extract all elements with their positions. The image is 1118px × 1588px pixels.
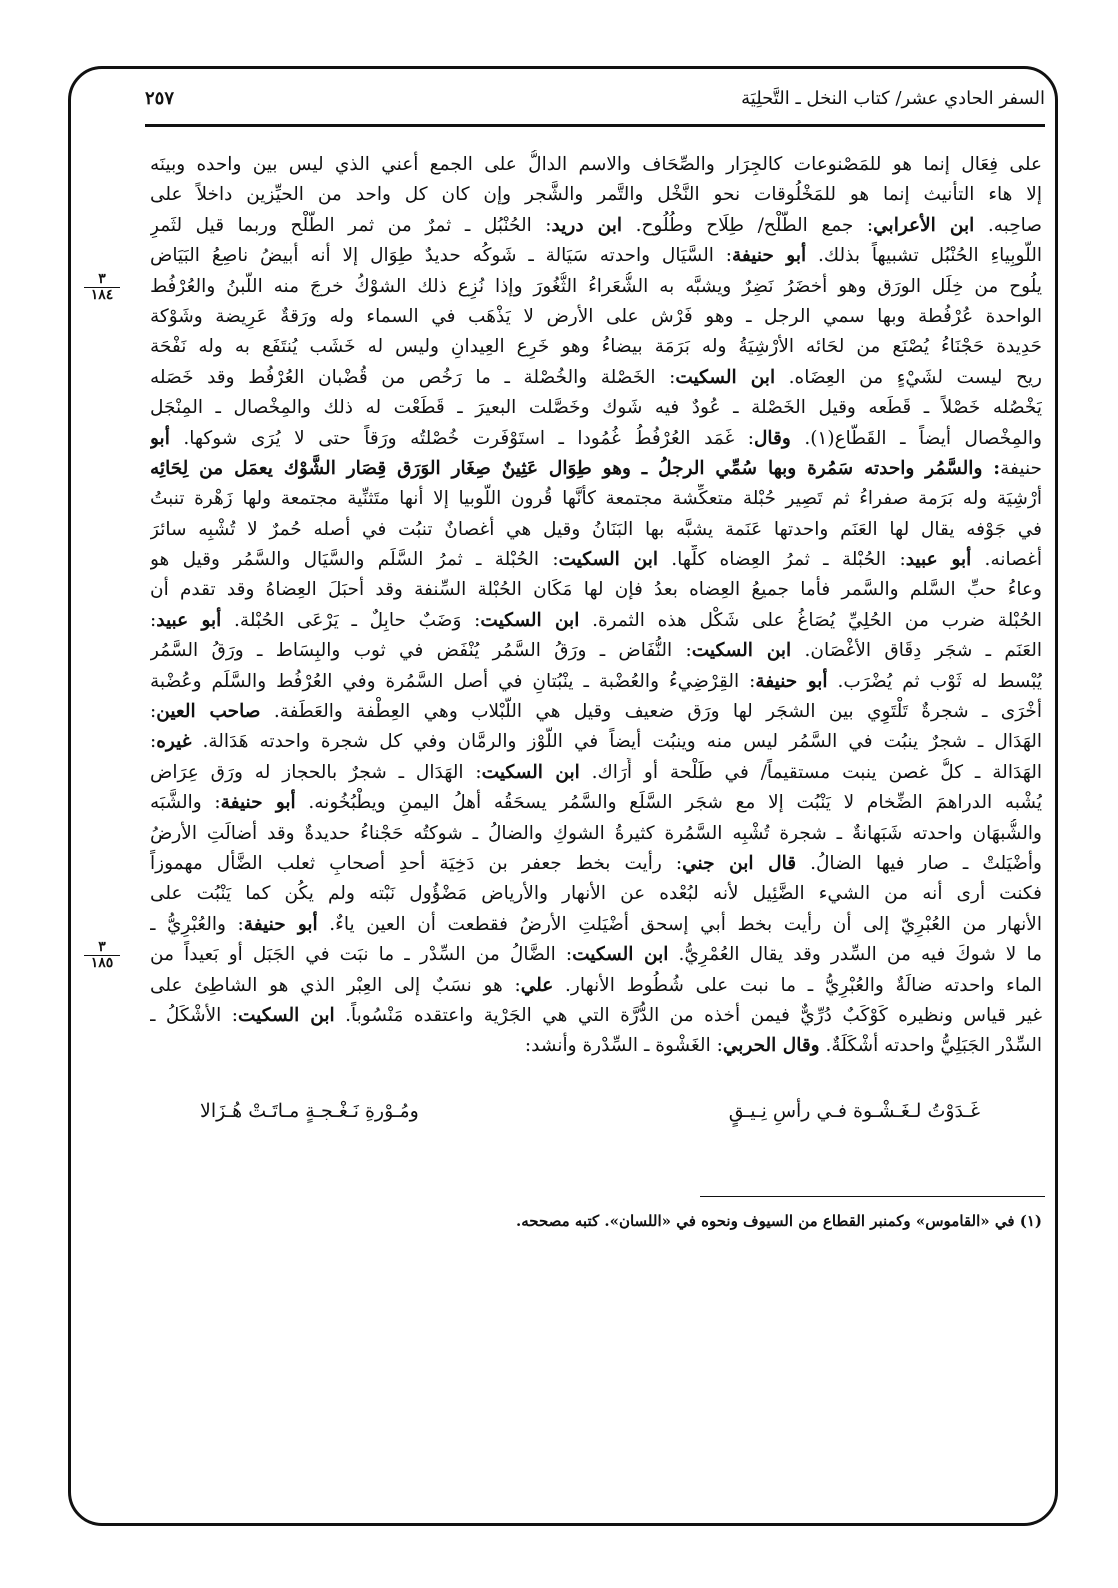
text-line bbox=[150, 910, 1042, 940]
text-segment: : الحُبْلة ـ ثمرُ السَّلَم والسَّيَال والسَّمُر وقيل هو bbox=[150, 549, 559, 571]
text-line bbox=[150, 241, 1042, 271]
text-line bbox=[150, 849, 1042, 879]
text-segment: يَخْصُله خَصْلاً ـ قَطَعه وقيل الخَصْلة ـ عُودٌ فيه شَوك وخَصَّلت البعيرَ ـ قَطَعْت له ذلك والمِخْصال ـ المِنْجَل bbox=[150, 397, 1042, 419]
cited-author: أبو حنيفة bbox=[220, 792, 296, 814]
text-segment: وعاءُ حبِّ السَّلم والسَّمر فأما جميعُ العِضاه بعدُ فإن لها مَكَان الحُبْلة السِّنفة وقد أحبَلَ العِضاهُ وقد تقدم أن bbox=[150, 579, 1042, 601]
cited-author: أبو عبيد bbox=[156, 609, 222, 631]
cited-author: أبو حنيفة bbox=[731, 245, 807, 267]
cited-author: أبو bbox=[150, 427, 170, 449]
margin-note-volume: ٣ bbox=[84, 940, 120, 956]
cited-author: قال ابن جني bbox=[682, 852, 797, 874]
text-segment: : الحُنْبُل ـ ثمرٌ من ثمر الطَّلْح وربما قيل لثَمرِ bbox=[150, 214, 552, 236]
cited-author: ابن دريد bbox=[551, 214, 623, 236]
text-line bbox=[150, 575, 1042, 605]
cited-author: ابن السكيت bbox=[481, 761, 580, 783]
cited-author: أبو حنيفة bbox=[755, 670, 828, 692]
text-line bbox=[150, 272, 1042, 302]
text-segment: : جمع الطَّلْح/ طِلَاح وطُلُوح. bbox=[622, 214, 874, 236]
cited-author: ابن السكيت bbox=[238, 1004, 335, 1026]
text-line bbox=[150, 606, 1042, 636]
text-segment: إلا هاء التأنيث إنما هو للمَخْلُوقات نحو النَّخْل والتَّمر والشَّجر وإن كان كل واحد من الحيِّزين داخلاً على bbox=[150, 184, 1042, 206]
text-segment: : وَضَبٌ حابِلٌ ـ يَرْعَى الحُبْلة. bbox=[221, 609, 481, 631]
text-line bbox=[150, 940, 1042, 970]
margin-note bbox=[84, 272, 120, 303]
text-segment: اللُّوبِياءِ الحُنْبُل تشبيهاً بذلك. bbox=[806, 245, 1042, 267]
cited-author: وقال الحربي bbox=[722, 1035, 820, 1057]
text-segment: والشُّبهَان واحدته شَبَهانةٌ ـ شجرة تُشْبِه السَّمُرة كثيرةُ الشوكِ والضالُ ـ شوكتُه حَجْناءُ حديدةٌ وقد أضالَتِ الأرضُ bbox=[150, 822, 1042, 844]
cited-author: ابن السكيت bbox=[558, 549, 659, 571]
text-line bbox=[150, 150, 1042, 180]
cited-author: ابن السكيت bbox=[675, 366, 776, 388]
text-line bbox=[150, 667, 1042, 697]
text-segment: في جَوْفه يقال لها العَنَم واحدتها عَنَمة يشبَّه بها البَنَانُ وقيل هي أغصانٌ تنبُت في أصله حُمرٌ لا تُشْبِه سائرَ bbox=[150, 518, 1042, 540]
text-line bbox=[150, 393, 1042, 423]
text-segment: : الأشْكَلُ ـ bbox=[150, 1004, 239, 1026]
text-line bbox=[150, 758, 1042, 788]
cited-author: علي bbox=[520, 974, 554, 996]
text-segment: حنيفة bbox=[1000, 457, 1042, 479]
text-line bbox=[150, 819, 1042, 849]
text-segment: أغصانه. bbox=[971, 549, 1042, 571]
verse-first-hemistich: غَـدَوْتُ لـغَـشْـوة فـي رأسِ نِـيـقٍ bbox=[728, 1100, 980, 1122]
text-line bbox=[150, 302, 1042, 332]
text-segment: يُشْبه الدراهمَ الضِّخام لا يَنْبُت إلا مع شجَر السَّلَع والسَّمُر يسحَقُه أهلُ اليمنِ ويطْبُخُونه. bbox=[295, 792, 1042, 814]
text-segment: ما لا شوكَ فيه من السِّدر وقد يقال العُمْرِيُّ. bbox=[668, 944, 1042, 966]
text-line bbox=[150, 697, 1042, 727]
body-text bbox=[150, 150, 1042, 1062]
verse bbox=[200, 1100, 980, 1122]
cited-author: ابن السكيت bbox=[480, 609, 580, 631]
text-segment: : الضَّالُ من السِّدْر ـ ما نبَت في الجَبَل أو بَعيداً من bbox=[150, 944, 573, 966]
cited-author: ابن الأعرابي bbox=[873, 214, 975, 236]
text-line bbox=[150, 636, 1042, 666]
cited-author: : والسَّمُر واحدته سَمُرة وبها سُمِّي الرجلُ ـ وهو طِوَال عَثِينٌ صِغَار الوَرَق قِصَار الشَّوْك يعمَل من لِحَائِه bbox=[150, 457, 1001, 479]
text-segment: يُبْسط له ثَوْب ثم يُضْرَب. bbox=[827, 670, 1042, 692]
text-segment: : هو نسَبٌ إلى العِبْر الذي هو الشاطِئ على bbox=[150, 974, 521, 996]
text-segment: : والشَّبَه bbox=[150, 792, 221, 814]
text-segment: : bbox=[150, 731, 157, 753]
cited-author: أبو عبيد bbox=[905, 549, 972, 571]
text-segment: : bbox=[150, 609, 157, 631]
text-segment: ريح ليست لشَيْءٍ من العِضَاه. bbox=[775, 366, 1042, 388]
text-segment: الماء واحدته ضالَةٌ والعُبْرِيُّ ـ ما نبت على شُطُوط الأنهار. bbox=[553, 974, 1042, 996]
text-segment: العَنَم ـ شجَر دِقَاق الأغْصَان. bbox=[791, 640, 1042, 662]
text-segment: حَدِيدة حَجْنَاءُ يُصْنَع من لحَائه الأرْشِيَةُ وله بَرَمَة بيضاءُ وهو خَرِع العِيدانِ وليس له خَشَب يُنتَفَع به وله نَفْحَة bbox=[150, 336, 1042, 358]
page-number: ٢٥٧ bbox=[145, 88, 175, 109]
text-segment: صاحِبه. bbox=[974, 214, 1042, 236]
header-title: السفر الحادي عشر/ كتاب النخل ـ التَّحلِيَة bbox=[741, 88, 1045, 109]
text-segment: : رأيت بخط جعفر بن دَخِيَة أحدِ أصحابِ ثعلب الضَّأْل مهموزاً bbox=[150, 852, 683, 874]
text-segment: على فِعَال إنما هو للمَصْنوعات كالجِرَار والصِّحَاف والاسم الدالُّ على الجمع أعني الذي ليس بين واحده وبينَه bbox=[150, 154, 1042, 175]
text-segment: يلُوح من خِلَل الورَق وهو أخضَرُ نَضِرٌ ويشبَّه به الشُّعَراءُ الثُّغُورَ وإذا نُزِع ذلك الشوْكُ خرجَ منه اللَّبنُ والعُرْفُط bbox=[150, 275, 1042, 297]
footnote: (١) في «القاموس» وكمنبر القطاع من السيوف ونحوه في «اللسان». كتبه مصححه. bbox=[516, 1212, 1042, 1230]
text-line bbox=[150, 879, 1042, 909]
text-line bbox=[150, 727, 1042, 757]
text-line bbox=[150, 484, 1042, 514]
text-segment: السِّدْر الجَبَلِيُّ واحدته أشْكَلَةٌ. bbox=[819, 1035, 1042, 1057]
text-line bbox=[150, 788, 1042, 818]
text-line bbox=[150, 1031, 1042, 1061]
text-segment: وأضْيَلتْ ـ صار فيها الضالُ. bbox=[796, 852, 1042, 874]
text-line bbox=[150, 515, 1042, 545]
text-segment: أخْرَى ـ شجرةٌ تَلْتَوِي بين الشجَر لها ورَق ضعيف وقيل هي اللَّبْلاب وهي العِطْفة والعَطَفة. bbox=[260, 701, 1042, 723]
verse-second-hemistich: ومُـوْرةِ نَـغْـجـةٍ مـاتَـتْ هُـزَالا bbox=[200, 1100, 419, 1122]
text-segment: : الخَصْلة والخُصْلة ـ ما رَخُص من قُضْبان العُرْفُط وقد خَصَله bbox=[150, 366, 676, 388]
text-line bbox=[150, 971, 1042, 1001]
text-segment: : الغَشْوة ـ السِّدْرة وأنشد: bbox=[524, 1035, 723, 1057]
header-rule bbox=[145, 124, 1045, 127]
text-line bbox=[150, 363, 1042, 393]
text-segment: الهَدَال ـ شجرٌ ينبُت في السَّمُر ليس منه وينبُت أيضاً في اللَّوْز والرمَّان وفي كل شجرة واحدته هَدَالة. bbox=[191, 731, 1042, 753]
text-line bbox=[150, 545, 1042, 575]
text-segment: الهَدَالة ـ كلُّ غصن ينبت مستقيماً/ في طَلْحة أو أَرَاك. bbox=[579, 761, 1042, 783]
text-segment: غير قياس ونظيره كَوْكَبٌ دُرِّيٌّ فيمن أخذه من الدُّرَّة التي هي الجَرْية واعتقده مَنْسُوباً. bbox=[334, 1004, 1042, 1026]
text-line bbox=[150, 180, 1042, 210]
text-segment: : السَّيَال واحدته سَيَالة ـ شَوكُه حديدٌ طِوَال إلا أنه أبيضُ ناصِعُ البَيَاض bbox=[150, 245, 732, 267]
text-segment: الحُبْلة ضرب من الحُلِيِّ يُصَاغُ على شَكْل هذه الثمرة. bbox=[579, 609, 1042, 631]
text-segment: : النُّفَاض ـ ورَقُ السَّمُر يُنْفَض في ثوب والبِسَاط ـ ورَقُ السَّمُر bbox=[150, 640, 692, 662]
cited-author: ابن السكيت bbox=[572, 944, 669, 966]
text-segment: : القِرْضِيءُ والعُضْبة ـ ينْبُتانِ في أصل السَّمُرة وفي العُرْفُط والسَّلَم وعُضْبة bbox=[150, 670, 756, 692]
text-segment: الواحدة عُرْفُطة وبها سمي الرجل ـ وهو فَرْش على الأرض لا يَذْهَب في السماء وله ورَقةٌ عَرِيضة وشَوْكة bbox=[150, 305, 1042, 327]
text-segment: فكنت أرى أنه من الشيء الضَّئِيل لأنه لبُعْده عن الأنهار والأرياض مَضْؤُول نَبْته ولم يكُن كما يَنْبُت على bbox=[150, 883, 1042, 905]
cited-author: أبو حنيفة bbox=[243, 913, 318, 935]
text-line bbox=[150, 454, 1042, 484]
cited-author: غيره bbox=[156, 731, 192, 753]
footnote-rule bbox=[700, 1196, 1045, 1197]
text-segment: : غَمَد العُرْفُطُ غُمُودا ـ استَوْفَرت خُصْلتُه ورَقاً حتى لا يُرَى شوكها. bbox=[169, 427, 754, 449]
cited-author: ابن السكيت bbox=[691, 640, 792, 662]
cited-author: صاحب العين bbox=[156, 701, 261, 723]
margin-note bbox=[84, 940, 120, 971]
text-line bbox=[150, 1001, 1042, 1031]
text-segment: والمِخْصال أيضاً ـ القَطَّاع(١). bbox=[790, 427, 1042, 449]
text-segment: : الهَدَال ـ شجرٌ بالحجاز له ورَق عِرَاض bbox=[150, 761, 482, 783]
text-line bbox=[150, 211, 1042, 241]
text-segment: : والعُبْرِيُّ ـ bbox=[150, 913, 244, 935]
margin-note-page: ١٨٤ bbox=[90, 287, 114, 303]
text-segment: : الحُبْلة ـ ثمرُ العِضاه كلِّها. bbox=[658, 549, 906, 571]
text-line bbox=[150, 332, 1042, 362]
text-segment: الأنهار من العُبْرِيّ إلى أن رأيت بخط أبي إسحق أضْيَلتِ الأرضُ فقطعت أن العين ياءٌ. bbox=[317, 913, 1042, 935]
running-header bbox=[145, 84, 1045, 114]
margin-note-volume: ٣ bbox=[84, 272, 120, 288]
text-segment: : bbox=[150, 701, 157, 723]
text-segment: أرْشِيَة وله بَرَمة صفراءُ ثم تَصِير حُبْلة متعكِّشة مجتمعة كأنَّها قُرون اللُّوبيا إلا أنها متَثنِّية مجتمعة ولها زَهْرة تنبتُ bbox=[150, 488, 1042, 510]
cited-author: وقال bbox=[753, 427, 791, 449]
margin-note-page: ١٨٥ bbox=[90, 955, 114, 971]
text-line bbox=[150, 424, 1042, 454]
